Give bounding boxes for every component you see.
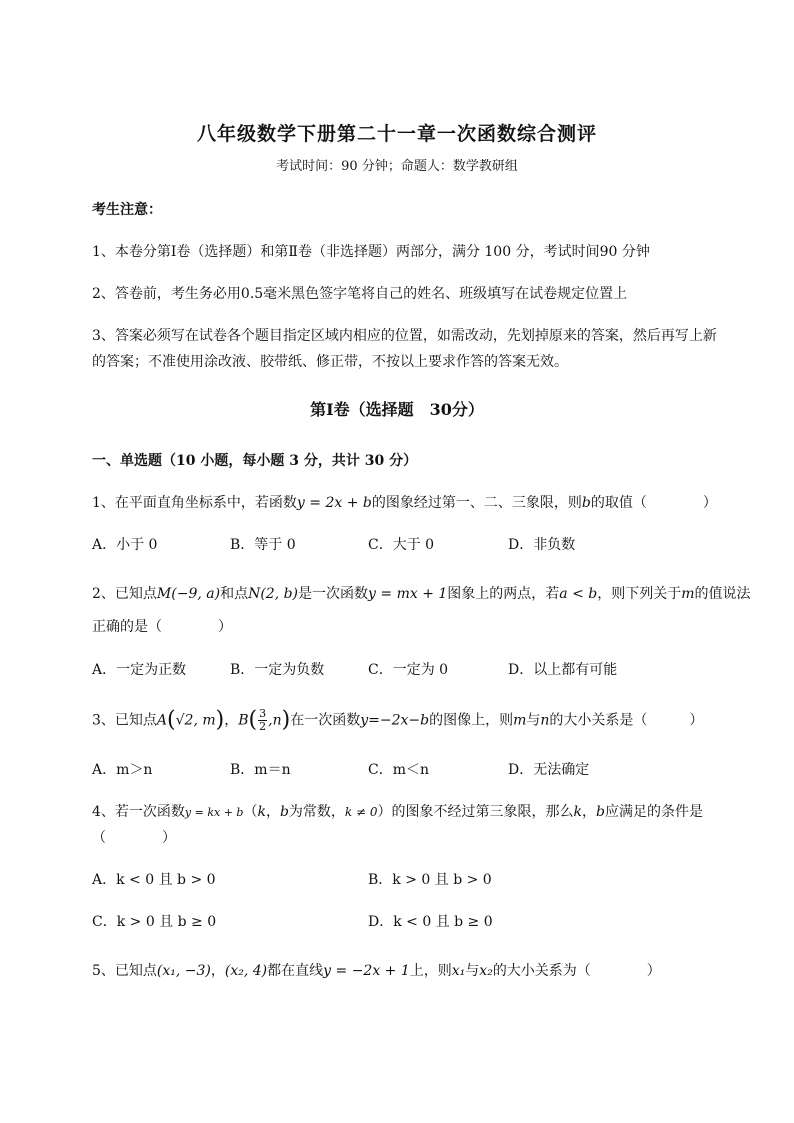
q3-fraction: [258, 708, 267, 733]
q5-point-1: (x₁, −3): [156, 963, 211, 979]
q1-var: b: [581, 495, 591, 511]
q3-formula: y=−2x−b: [360, 712, 430, 729]
q2-option-c[interactable]: C．一定为 0: [368, 662, 449, 678]
exam-info: 考试时间：90 分钟；命题人：数学教研组: [276, 159, 518, 174]
q3-option-b[interactable]: B．m＝n: [230, 762, 291, 778]
q5-comma: ，: [210, 963, 225, 979]
q5-middle2: 上，则: [409, 963, 452, 979]
q2-point-n: N(2, b): [248, 586, 299, 602]
q4-option-c[interactable]: C．k > 0 且 b ≥ 0: [92, 914, 217, 930]
q3-option-c[interactable]: C．m＜n: [368, 762, 430, 778]
q3-prefix: 3、已知点: [92, 712, 157, 729]
q2-and: 和点: [220, 586, 249, 602]
q4-b: b: [279, 804, 289, 820]
q3-var-n: n: [540, 712, 550, 729]
q4-k2: k: [573, 804, 582, 820]
q2-option-a[interactable]: A．一定为正数: [92, 662, 187, 678]
q4-comma2: ，: [582, 804, 596, 820]
q3-point-b-label: B: [238, 712, 249, 729]
q3-suffix: 的大小关系是（ ）: [549, 712, 704, 729]
q5-point-2: (x₂, 4): [224, 963, 268, 979]
q4-suffix2: 应满足的条件是: [604, 804, 703, 820]
q5-x2: x₂: [479, 963, 493, 979]
notice-item-1: 1、本卷分第Ⅰ卷（选择题）和第Ⅱ卷（非选择题）两部分，满分 100 分，考试时间90 分钟: [92, 244, 650, 260]
q1-prefix: 1、在平面直角坐标系中，若函数: [92, 495, 297, 511]
q3-var-m: m: [513, 712, 527, 729]
q2-middle: 是一次函数: [298, 586, 369, 602]
q2-condition: a < b: [559, 586, 598, 602]
q4-suffix: ）的图象不经过第三象限，那么: [377, 804, 574, 820]
question-3: 3、已知点A(√2, m)，B( $\frac{3}{2}$ ,n)在一次函数y=−2x−b的图像上，则m与n的大小关系是（ ）: [92, 707, 704, 733]
q1-option-c[interactable]: C．大于 0: [368, 537, 435, 553]
question-2: [92, 584, 751, 604]
q5-formula: y = −2x + 1: [323, 963, 410, 979]
q3-point-a-label: A: [156, 712, 168, 729]
part1-title: 第Ⅰ卷（选择题 30分）: [310, 400, 484, 419]
q5-middle: 都在直线: [267, 963, 324, 979]
q4-formula: y = kx + b: [184, 806, 244, 819]
q2-prefix: 2、已知点: [92, 586, 157, 602]
q5-yu: 与: [465, 963, 480, 979]
q1-option-d[interactable]: D．非负数: [508, 537, 576, 553]
q3-point-a-coords: √2, m: [175, 712, 216, 729]
q2-formula: y = mx + 1: [368, 586, 448, 602]
q3-yu: 与: [526, 712, 541, 729]
q2-suffix: ，则下列关于: [597, 586, 682, 602]
q3-middle: 在一次函数: [290, 712, 361, 729]
question-1: [92, 493, 738, 513]
notice-item-2: 2、答卷前，考生务必用0.5毫米黑色签字笔将自己的姓名、班级填写在试卷规定位置上: [92, 286, 628, 302]
page-title: 八年级数学下册第二十一章一次函数综合测评: [196, 123, 597, 145]
q5-x1: x₁: [451, 963, 466, 979]
q2-point-m: M(−9, a): [156, 586, 221, 602]
q5-suffix: 的大小关系为（ ）: [492, 963, 661, 979]
q5-prefix: 5、已知点: [92, 963, 157, 979]
q4-middle2: 为常数，: [288, 804, 345, 820]
q3-point-b-tail: ,n: [268, 712, 282, 729]
q4-middle: （: [243, 804, 258, 820]
q4-comma: ，: [265, 804, 280, 820]
q2-suffix2: 的值说法: [694, 586, 751, 602]
q3-option-d[interactable]: D．无法确定: [508, 762, 590, 778]
notice-heading: 考生注意：: [92, 202, 162, 218]
q2-option-b[interactable]: B．一定为负数: [230, 662, 325, 678]
q2-var: m: [681, 586, 695, 602]
q4-option-a[interactable]: A．k < 0 且 b > 0: [92, 872, 216, 888]
q4-prefix: 4、若一次函数: [92, 804, 185, 820]
q1-suffix: 的取值（ ）: [590, 495, 717, 511]
q4-option-d[interactable]: D．k < 0 且 b ≥ 0: [368, 914, 493, 930]
q1-option-b[interactable]: B．等于 0: [230, 537, 296, 553]
q3-middle2: 的图像上，则: [429, 712, 514, 729]
notice-item-3-line-2: 的答案；不准使用涂改液、胶带纸、修正带，不按以上要求作答的答案无效。: [92, 354, 568, 370]
q2-line-2: 正确的是（ ）: [92, 619, 232, 635]
q1-option-a[interactable]: A．小于 0: [92, 537, 158, 553]
q4-k: k: [257, 804, 266, 820]
q3-sep: ，: [224, 712, 239, 729]
q3-frac-denominator: 2: [259, 720, 267, 733]
q1-formula: y = 2x + b: [296, 495, 372, 511]
q4-condition: k ≠ 0: [344, 805, 378, 819]
q3-option-a[interactable]: A．m＞n: [92, 762, 153, 778]
notice-item-3-line-1: 3、答案必须写在试卷各个题目指定区域内相应的位置，如需改动，先划掉原来的答案，然后再写上新: [92, 328, 717, 344]
question-5: [92, 961, 738, 981]
q4-option-b[interactable]: B．k > 0 且 b > 0: [368, 872, 492, 888]
q4-line-2: （ ）: [92, 830, 176, 846]
question-4: [92, 802, 738, 823]
q4-b2: b: [596, 804, 605, 820]
q3-frac-numerator: 3: [259, 707, 267, 720]
q2-middle2: 图象上的两点，若: [447, 586, 560, 602]
q1-middle: 的图象经过第一、二、三象限，则: [371, 495, 582, 511]
section-heading: 一、单选题（10 小题，每小题 3 分，共计 30 分）: [92, 453, 418, 469]
q2-option-d[interactable]: D．以上都有可能: [508, 662, 618, 678]
